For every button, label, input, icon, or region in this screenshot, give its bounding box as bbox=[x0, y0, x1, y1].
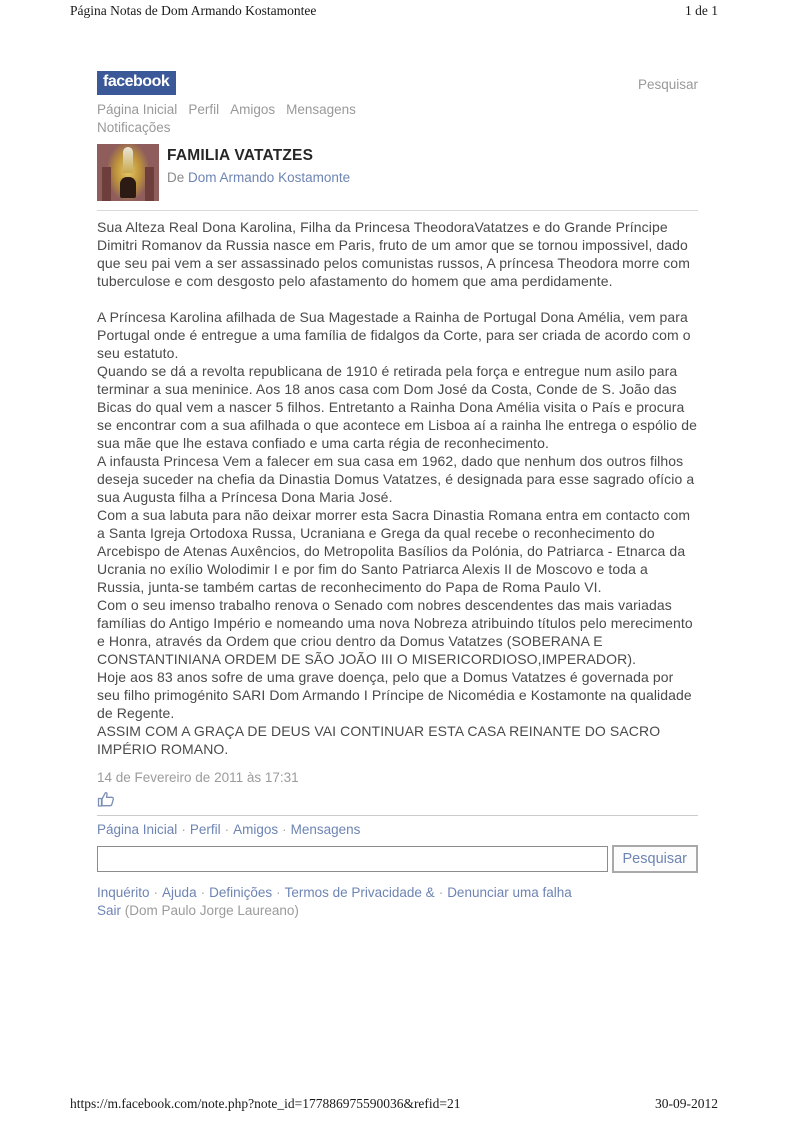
nav-separator: · bbox=[282, 822, 287, 837]
footer-link-inquerito[interactable]: Inquérito bbox=[97, 885, 150, 900]
footer-links-row-1 bbox=[97, 884, 698, 902]
photo-seated-figure bbox=[120, 177, 136, 198]
logout-link[interactable]: Sair bbox=[97, 903, 122, 918]
top-nav bbox=[97, 101, 698, 137]
byline-prefix: De bbox=[167, 170, 185, 185]
footer-links bbox=[97, 884, 698, 920]
search-bar bbox=[97, 846, 698, 873]
note-timestamp: 14 de Fevereiro de 2011 às 17:31 bbox=[97, 770, 299, 785]
author-link[interactable]: Dom Armando Kostamonte bbox=[188, 170, 351, 185]
bottom-nav-pagina-inicial[interactable]: Página Inicial bbox=[97, 822, 178, 837]
nav-item-amigos[interactable]: Amigos bbox=[230, 102, 276, 117]
bottom-nav-mensagens[interactable]: Mensagens bbox=[290, 822, 361, 837]
nav-separator: · bbox=[181, 822, 186, 837]
footer-separator: · bbox=[153, 885, 159, 900]
print-footer-date: 30-09-2012 bbox=[655, 1096, 718, 1111]
search-button[interactable]: Pesquisar bbox=[612, 845, 698, 873]
note-thumbnail-photo[interactable] bbox=[97, 144, 159, 201]
note-top-divider bbox=[97, 210, 698, 211]
nav-item-notificacoes[interactable]: Notificações bbox=[97, 120, 171, 135]
nav-item-perfil[interactable]: Perfil bbox=[188, 102, 220, 117]
note-paragraph: A infausta Princesa Vem a falecer em sua casa em 1962, dado que nenhum dos outros filhos deseja suceder na chefia da Dinastia Domus Vatatzes, é designada para esse sagrado ofício a sua Augusta filha a Príncesa Dona Maria José. bbox=[97, 453, 695, 505]
footer-link-denunciar-falha[interactable]: Denunciar uma falha bbox=[447, 885, 572, 900]
nav-item-pagina-inicial[interactable]: Página Inicial bbox=[97, 102, 178, 117]
search-input[interactable] bbox=[97, 846, 608, 872]
note-header bbox=[97, 144, 698, 201]
footer-link-ajuda[interactable]: Ajuda bbox=[162, 885, 197, 900]
facebook-mobile-page bbox=[97, 71, 698, 920]
bottom-nav-divider bbox=[97, 815, 698, 816]
note-title: FAMILIA VATATZES bbox=[167, 147, 314, 164]
footer-separator: · bbox=[438, 885, 444, 900]
footer-links-row-2 bbox=[97, 902, 698, 920]
note-paragraph: Com a sua labuta para não deixar morrer esta Sacra Dinastia Romana entra em contacto com a Santa Igreja Ortodoxa Russa, Ucraniana e Grega da qual recebe o reconhecimento do Arcebispo de Atenas Auxêncios, do Metropolita Basílios da Polónia, do Patriarca - Etnarca da Ucrania no exílio Wolodimir I e por fim do Santo Patriarca Alexis II de Moscovo e toda a Russia, junta-se também cartas de reconhecimento do Papa de Roma Paulo VI. bbox=[97, 507, 691, 595]
nav-separator: · bbox=[224, 822, 230, 837]
bottom-nav bbox=[97, 821, 698, 839]
note-paragraph: Sua Alteza Real Dona Karolina, Filha da Princesa TheodoraVatatzes e do Grande Príncipe Dimitri Romanov da Russia nasce em Paris, fruto de um amor que se tornou impossivel, dado que seu pai vem a ser assassinado pelos comunistas russos, A príncesa Theodora morre com tuberculose e com desgosto pelo afastamento do homem que ama perdidamente. bbox=[97, 219, 690, 289]
top-bar bbox=[97, 71, 698, 95]
top-nav-row-1 bbox=[97, 101, 698, 119]
top-nav-row-2 bbox=[97, 119, 698, 137]
photo-left-column bbox=[102, 167, 111, 201]
footer-separator: · bbox=[276, 885, 281, 900]
note-paragraph: ASSIM COM A GRAÇA DE DEUS VAI CONTINUAR ESTA CASA REINANTE DO SACRO IMPÉRIO ROMANO. bbox=[97, 723, 661, 757]
print-footer bbox=[70, 1096, 718, 1112]
logout-user-name: (Dom Paulo Jorge Laureano) bbox=[124, 903, 299, 918]
note-paragraph: Quando se dá a revolta republicana de 1910 é retirada pela força e entregue num asilo para terminar a sua meninice. Aos 18 anos casa com Dom José da Costa, Conde de S. João das Bicas do qual vem a nascer 5 filhos. Entretanto a Rainha Dona Amélia visita o País e procura se encontrar com a sua afilhada o que acontece em Lisboa aí a rainha lhe entrega o espólio de sua mãe que lhe estava confiado e uma carta régia de reconhecimento. bbox=[97, 363, 698, 451]
photo-arch-niche bbox=[123, 147, 133, 173]
note-meta bbox=[167, 144, 350, 201]
note-byline bbox=[167, 170, 350, 185]
photo-right-column bbox=[145, 167, 154, 201]
print-header-title: Página Notas de Dom Armando Kostamontee bbox=[70, 3, 317, 18]
bottom-nav-amigos[interactable]: Amigos bbox=[233, 822, 279, 837]
print-page-indicator: 1 de 1 bbox=[685, 3, 718, 18]
footer-link-definicoes[interactable]: Definições bbox=[209, 885, 273, 900]
search-link[interactable]: Pesquisar bbox=[637, 77, 698, 92]
bottom-nav-perfil[interactable]: Perfil bbox=[189, 822, 221, 837]
facebook-logo[interactable]: facebook bbox=[97, 71, 176, 95]
footer-separator: · bbox=[200, 885, 206, 900]
print-header bbox=[70, 3, 718, 19]
footer-link-termos-privacidade[interactable]: Termos de Privacidade & bbox=[284, 885, 435, 900]
print-footer-url: https://m.facebook.com/note.php?note_id=177886975590036&refid=21 bbox=[70, 1096, 461, 1111]
note-paragraph: Hoje aos 83 anos sofre de uma grave doença, pelo que a Domus Vatatzes é governada por seu filho primogénito SARI Dom Armando I Príncipe de Nicomédia e Kostamonte na qualidade de Regente. bbox=[97, 669, 692, 721]
thumbs-up-icon[interactable] bbox=[97, 790, 116, 813]
nav-item-mensagens[interactable]: Mensagens bbox=[286, 102, 356, 117]
note-body bbox=[97, 218, 698, 758]
note-paragraph: A Príncesa Karolina afilhada de Sua Magestade a Rainha de Portugal Dona Amélia, vem para Portugal onde é entregue a uma família de fidalgos da Corte, para ser criada de acordo com o seu estatuto. bbox=[97, 309, 691, 361]
like-row bbox=[97, 790, 698, 808]
note-paragraph: Com o seu imenso trabalho renova o Senado com nobres descendentes das mais variadas famílias do Antigo Império e nomeando uma nova Nobreza atribuindo títulos pelo merecimento e Honra, através da Ordem que criou dentro da Domus Vatatzes (SOBERANA E CONSTANTINIANA ORDEM DE SÃO JOÃO III O MISERICORDIOSO,IMPERADOR). bbox=[97, 597, 693, 667]
